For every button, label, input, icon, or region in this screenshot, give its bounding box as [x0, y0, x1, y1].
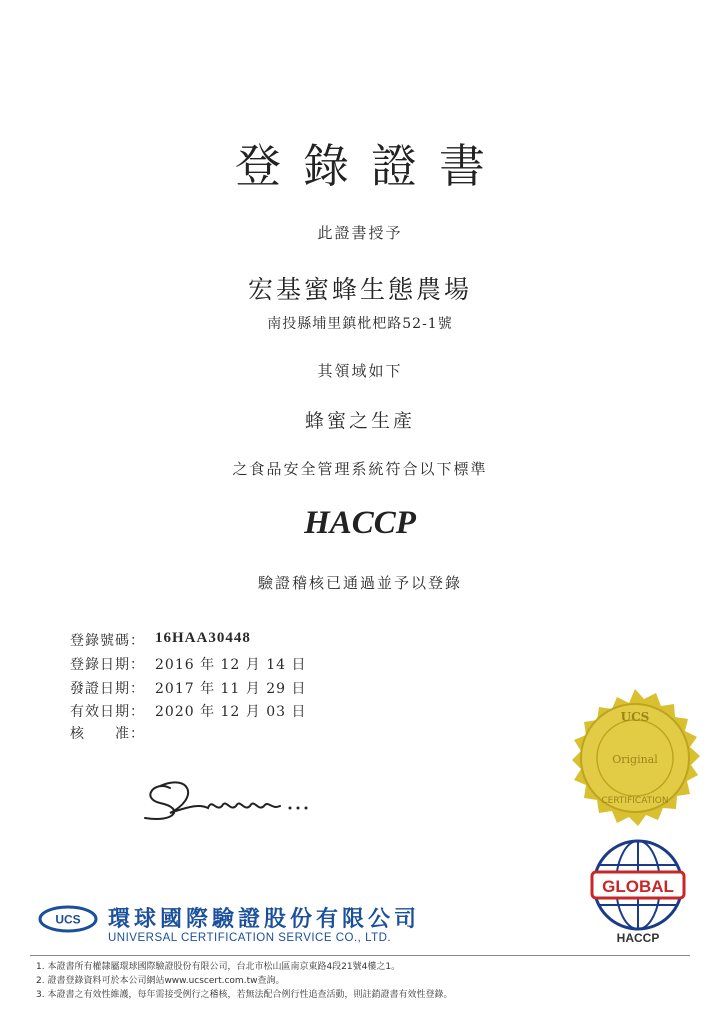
company-address: 南投縣埔里鎮枇杷路52-1號 [267, 316, 453, 332]
seal-center-text: Original [612, 753, 658, 766]
detail-value: 2016 年 12 月 14 日 [155, 657, 307, 673]
footer-note: 1. 本證書所有權隸屬環球國際驗證股份有限公司，台北市松山區南京東路4段21號4樓之1。 [36, 962, 401, 972]
detail-row-expiry-date [70, 701, 307, 721]
certificate-title: 登錄證書 [235, 139, 507, 193]
ucs-logo-text: UCS [55, 912, 81, 927]
issuer-name-en: UNIVERSAL CERTIFICATION SERVICE CO., LTD. [108, 932, 392, 944]
standard-name: HACCP [304, 505, 416, 541]
detail-label: 登錄日期： [70, 657, 145, 673]
haccp-global-logo [588, 835, 688, 935]
footer-divider [30, 955, 690, 956]
gold-seal [560, 685, 710, 835]
haccp-logo-label: GLOBAL [602, 877, 674, 896]
scope-label: 其領域如下 [317, 362, 403, 380]
detail-label: 核 准： [70, 726, 145, 742]
detail-label: 發證日期： [70, 681, 145, 697]
verification-text: 驗證稽核已通過並予以登錄 [257, 574, 462, 592]
footer-notes [36, 960, 452, 1002]
detail-label: 有效日期： [70, 704, 145, 720]
seal-top-text: UCS [620, 710, 650, 724]
detail-value: 16HAA30448 [155, 630, 251, 646]
standard-text: 之食品安全管理系統符合以下標準 [232, 460, 488, 478]
issuer-name-zh: 環球國際驗證股份有限公司 [108, 907, 421, 932]
detail-row-registration-date [70, 654, 307, 674]
granted-to-label: 此證書授予 [317, 224, 403, 242]
detail-label: 登錄號碼： [70, 633, 145, 649]
seal-ring-text: CERTIFICATION [601, 796, 669, 806]
detail-row-issue-date [70, 678, 307, 698]
certification-scope: 蜂蜜之生產 [304, 410, 415, 432]
ucs-logo [38, 905, 98, 933]
detail-value: 2020 年 12 月 03 日 [155, 704, 307, 720]
detail-value: 2017 年 11 月 29 日 [155, 681, 307, 697]
footer-note: 2. 證書登錄資料可於本公司網站www.ucscert.com.tw查詢。 [36, 976, 285, 986]
detail-row-registration-number [70, 630, 251, 650]
signature [130, 768, 330, 828]
haccp-caption: HACCP [616, 931, 660, 945]
footer-note: 3. 本證書之有效性維護，每年需接受例行之稽核，若無法配合例行性追查活動，則註銷證書有效性登錄。 [36, 990, 453, 1000]
detail-row-approval [70, 723, 155, 743]
company-name: 宏基蜜蜂生態農場 [247, 275, 472, 304]
